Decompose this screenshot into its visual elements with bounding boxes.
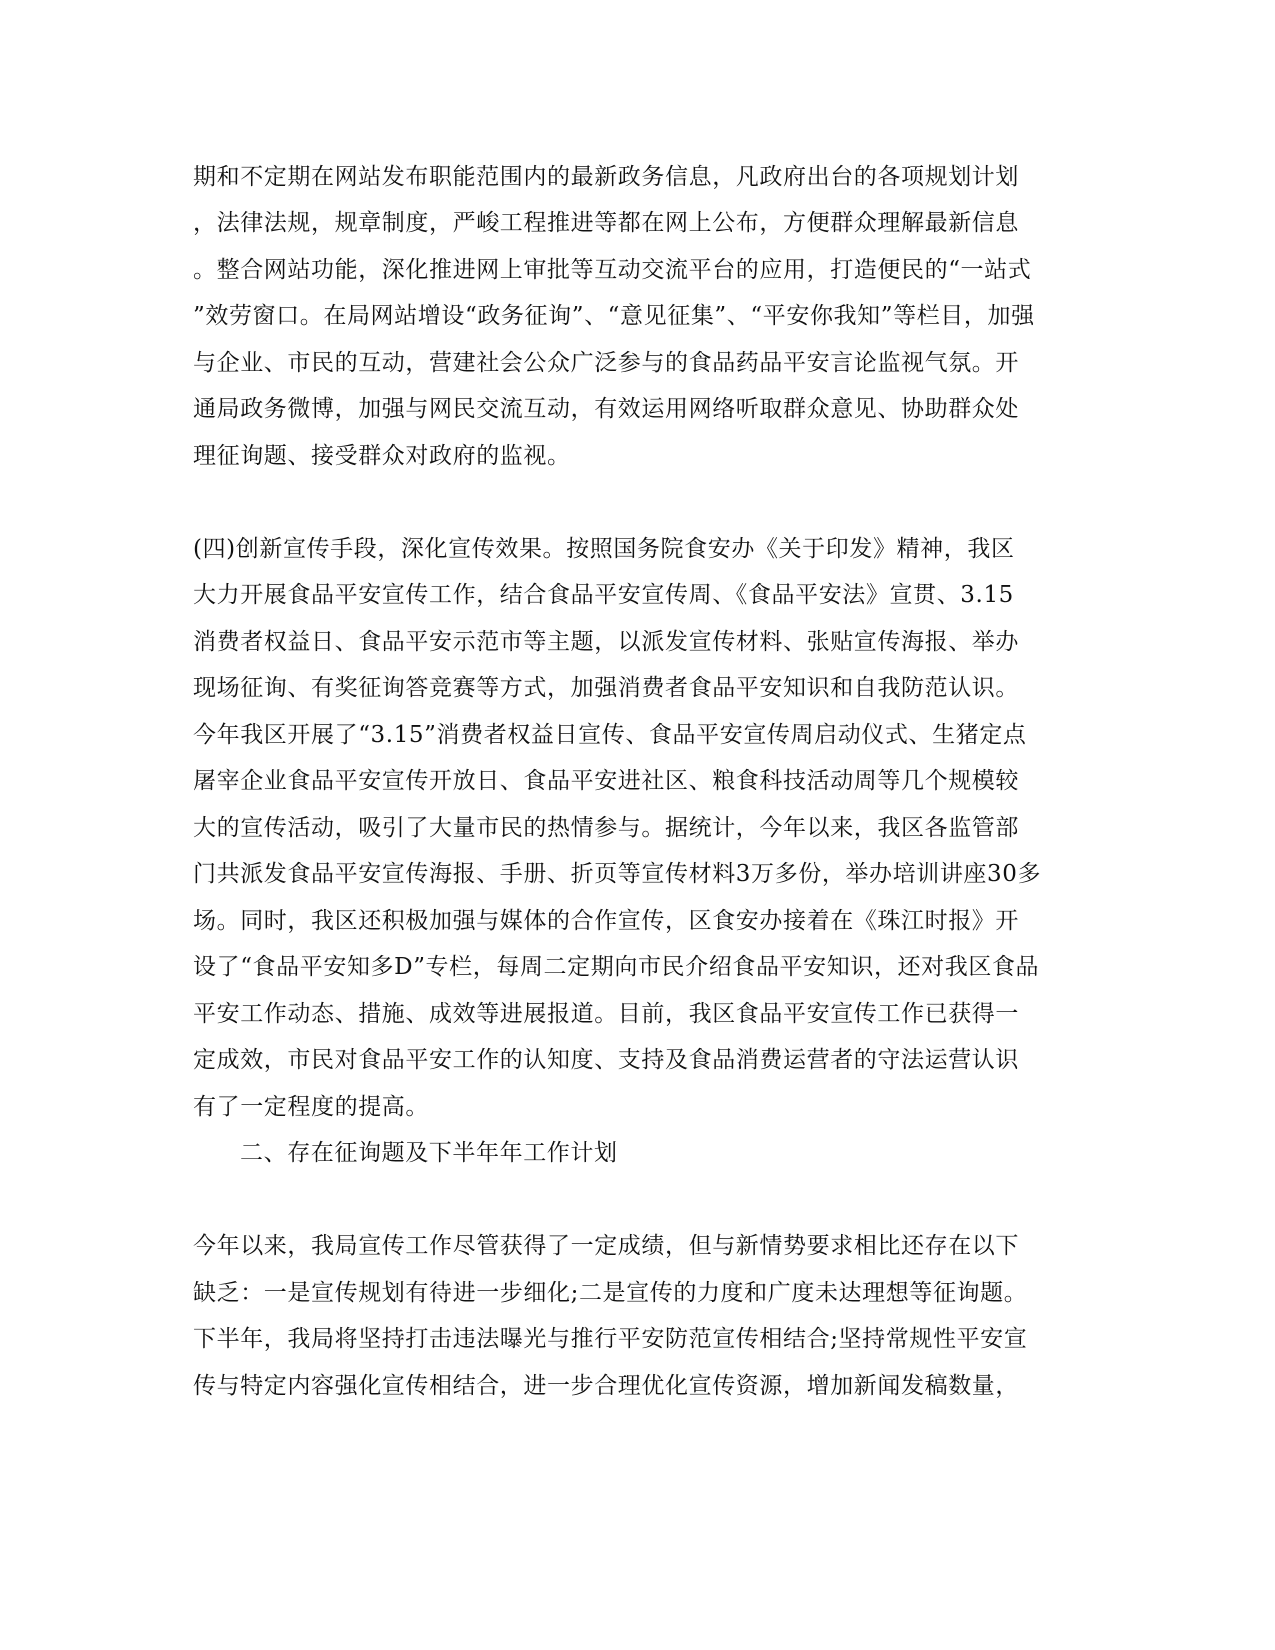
paragraph-1-line: 期和不定期在网站发布职能范围内的最新政务信息，凡政府出台的各项规划计划	[193, 164, 1019, 190]
paragraph-2-line: 场。同时，我区还积极加强与媒体的合作宣传，区食安办接着在《珠江时报》开	[193, 908, 1019, 934]
paragraph-1-line: 与企业、市民的互动，营建社会公众广泛参与的食品药品平安言论监视气氛。开	[193, 350, 1019, 376]
paragraph-1-line: 理征询题、接受群众对政府的监视。	[193, 443, 571, 469]
paragraph-3-line: 缺乏：一是宣传规划有待进一步细化;二是宣传的力度和广度未达理想等征询题。	[193, 1280, 1028, 1306]
paragraph-2-line: 消费者权益日、食品平安示范市等主题，以派发宣传材料、张贴宣传海报、举办	[193, 629, 1019, 655]
paragraph-2-line: 定成效，市民对食品平安工作的认知度、支持及食品消费运营者的守法运营认识	[193, 1047, 1019, 1073]
paragraph-3-line: 今年以来，我局宣传工作尽管获得了一定成绩，但与新情势要求相比还存在以下	[193, 1233, 1019, 1259]
paragraph-2-line: 设了“食品平安知多D”专栏，每周二定期向市民介绍食品平安知识，还对我区食品	[193, 954, 1040, 980]
paragraph-1-line: 。整合网站功能，深化推进网上审批等互动交流平台的应用，打造便民的“一站式	[193, 257, 1032, 283]
paragraph-2-line: 屠宰企业食品平安宣传开放日、食品平安进社区、粮食科技活动周等几个规模较	[193, 768, 1019, 794]
paragraph-2-line: 平安工作动态、措施、成效等进展报道。目前，我区食品平安宣传工作已获得一	[193, 1001, 1019, 1027]
paragraph-2-line: 今年我区开展了“3.15”消费者权益日宣传、食品平安宣传周启动仪式、生猪定点	[193, 722, 1027, 748]
paragraph-3-line: 传与特定内容强化宣传相结合，进一步合理优化宣传资源，增加新闻发稿数量，	[193, 1373, 1019, 1399]
paragraph-2-line: 门共派发食品平安宣传海报、手册、折页等宣传材料3万多份，举办培训讲座30多	[193, 861, 1042, 887]
section-heading: 二、存在征询题及下半年年工作计划	[240, 1140, 618, 1166]
paragraph-2-line: 现场征询、有奖征询答竞赛等方式，加强消费者食品平安知识和自我防范认识。	[193, 675, 1019, 701]
paragraph-2-line: 有了一定程度的提高。	[193, 1094, 429, 1120]
paragraph-2-line: 大的宣传活动，吸引了大量市民的热情参与。据统计，今年以来，我区各监管部	[193, 815, 1019, 841]
paragraph-1-line: ，法律法规，规章制度，严峻工程推进等都在网上公布，方便群众理解最新信息	[193, 210, 1019, 236]
paragraph-2-line: (四)创新宣传手段，深化宣传效果。按照国务院食安办《关于印发》精神，我区	[193, 536, 1015, 562]
paragraph-1-line: 通局政务微博，加强与网民交流互动，有效运用网络听取群众意见、协助群众处	[193, 396, 1019, 422]
paragraph-1-line: ”效劳窗口。在局网站增设“政务征询”、“意见征集”、“平安你我知”等栏目，加强	[193, 303, 1035, 329]
paragraph-3-line: 下半年，我局将坚持打击违法曝光与推行平安防范宣传相结合;坚持常规性平安宣	[193, 1326, 1028, 1352]
paragraph-2-line: 大力开展食品平安宣传工作，结合食品平安宣传周、《食品平安法》宣贯、3.15	[193, 582, 1014, 608]
